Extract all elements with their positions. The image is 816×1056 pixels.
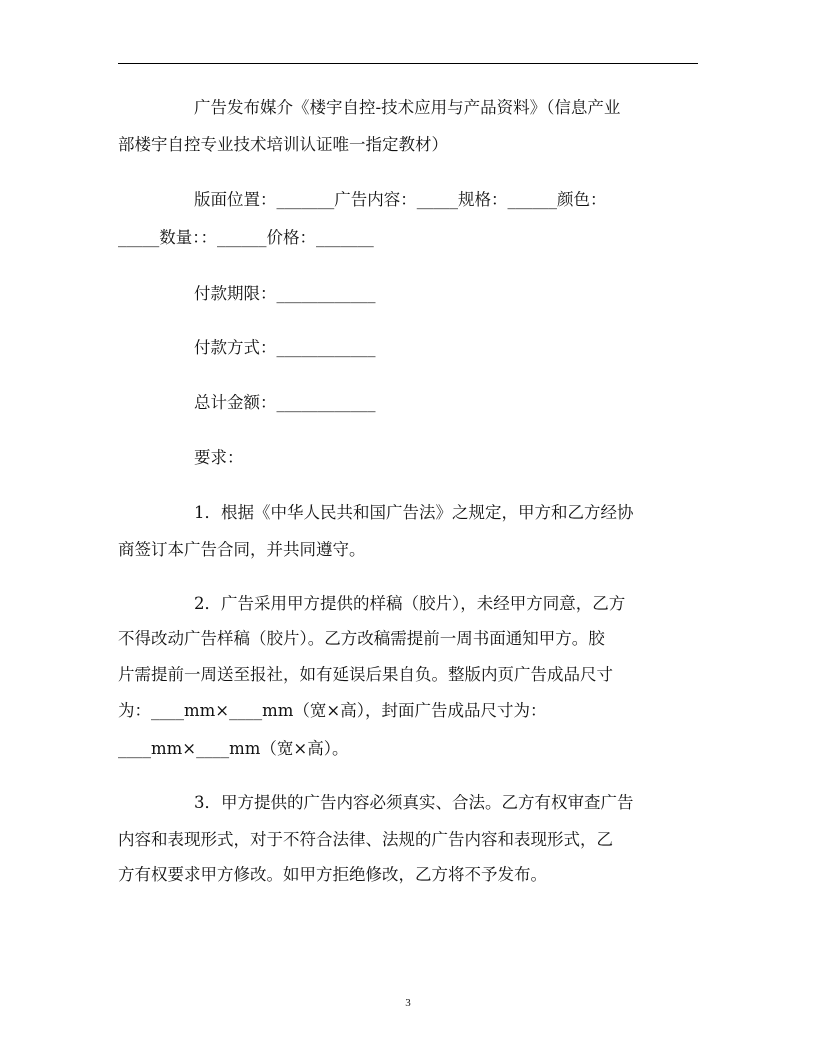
clause-2-line-5: ____mm×____mm（宽×高）。 bbox=[118, 739, 349, 758]
clause-3-line-1: 3．甲方提供的广告内容必须真实、合法。乙方有权审查广告 bbox=[194, 793, 634, 812]
clause-2-line-4: 为：____mm×____mm（宽×高），封面广告成品尺寸为： bbox=[118, 701, 547, 720]
clause-1-line-1: 1．根据《中华人民共和国广告法》之规定，甲方和乙方经协 bbox=[194, 503, 634, 522]
layout-fields-line-1: 版面位置：_______广告内容：_____规格：______颜色： bbox=[194, 190, 607, 209]
payment-method-line: 付款方式：____________ bbox=[194, 338, 376, 357]
clause-3-line-2: 内容和表现形式，对于不符合法律、法规的广告内容和表现形式，乙 bbox=[118, 830, 613, 849]
clause-2-line-2: 不得改动广告样稿（胶片）。乙方改稿需提前一周书面通知甲方。胶 bbox=[118, 629, 605, 648]
clause-3-line-3: 方有权要求甲方修改。如甲方拒绝修改，乙方将不予发布。 bbox=[118, 865, 547, 884]
clause-1-line-2: 商签订本广告合同，并共同遵守。 bbox=[118, 540, 366, 559]
paragraph-media-line-2: 部楼宇自控专业技术培训认证唯一指定教材） bbox=[118, 135, 448, 154]
total-amount-line: 总计金额：____________ bbox=[194, 393, 376, 412]
clause-2-line-3: 片需提前一周送至报社，如有延误后果自负。整版内页广告成品尺寸 bbox=[118, 665, 613, 684]
page-number: 3 bbox=[405, 997, 411, 1009]
paragraph-media-line-1: 广告发布媒介《楼宇自控-技术应用与产品资料》（信息产业 bbox=[194, 98, 621, 117]
layout-fields-line-2: _____数量：：______价格：_______ bbox=[118, 228, 374, 247]
requirements-heading: 要求： bbox=[194, 448, 244, 467]
clause-2-line-1: 2．广告采用甲方提供的样稿（胶片），未经甲方同意，乙方 bbox=[194, 594, 626, 613]
payment-term-line: 付款期限：____________ bbox=[194, 284, 376, 303]
header-rule bbox=[118, 63, 698, 64]
